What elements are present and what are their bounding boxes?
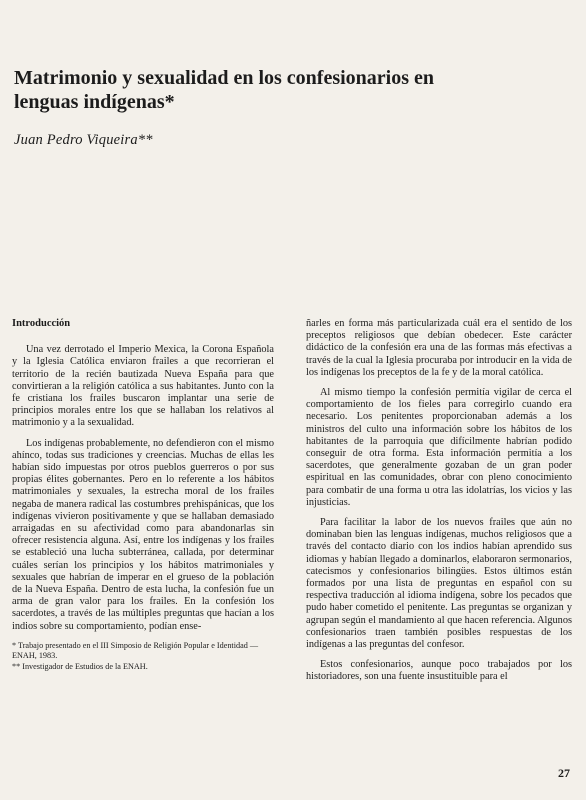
paragraph: Una vez derrotado el Imperio Mexica, la Corona Española y la Iglesia Católica enviaron frailes a que recorrieran el territorio de la recién bautizada Nueva España para que convirtieran a la religión católica a sus habitantes. Junto con la fe cristiana los frailes buscaron implantar una serie de principios morales entre los que se hallaban los relativos al matrimonio y a la sexualidad.: [12, 344, 274, 429]
paragraph: Los indígenas probablemente, no defendieron con el mismo ahínco, todas sus tradiciones y creencias. Muchas de ellas les habían sido impuestas por otros pueblos guerreros o por sus propias élites gobernantes. Pero en lo referente a los hábitos matrimoniales y sexuales, la estrecha moral de los frailes negaba de manera radical las costumbres prehispánicas, que los indígenas vivieron positivamente y que se hallaban demasiado arraigadas en su afectividad como para abandonarlas sin ofrecer resistencia alguna. Así, entre los indígenas y los frailes se estableció una lucha subterránea, callada, por determinar cuáles serían los principios y los hábitos matrimoniales y sexuales que habrían de imperar en el grueso de la población de la Nueva España. Dentro de esta lucha, la confesión fue un arma de gran valor para los frailes. En la confesión los sacerdotes, a través de las múltiples preguntas que hacían a los indios sobre su comportamiento, podían ense-: [12, 437, 274, 632]
section-heading: Introducción: [12, 318, 71, 329]
article-title: Matrimonio y sexualidad en los confesionarios en lenguas indígenas*: [14, 67, 435, 113]
page-number: 27: [558, 766, 570, 780]
footnote: * Trabajo presentado en el III Simposio de Religión Popular e Identidad — ENAH, 1983.: [12, 641, 259, 660]
paragraph: ñarles en forma más particularizada cuál era el sentido de los preceptos religiosos que debían obedecer. Este carácter didáctico de la confesión era una de las formas más efectivas a través de la cual la Iglesia procuraba por introducir en la vida de los indígenas los preceptos de la fe y de la moral católica.: [306, 318, 572, 378]
article-author: Juan Pedro Viqueira**: [14, 132, 153, 148]
paragraph: Estos confesionarios, aunque poco trabajados por los historiadores, son una fuente insustituible para el: [306, 659, 572, 683]
footnotes: [12, 641, 278, 673]
paragraph: Al mismo tiempo la confesión permitía vigilar de cerca el comportamiento de los fieles para corregirlo cuando era necesario. Los penitentes proporcionaban además a los ministros del culto una información sobre los hábitos de los habitantes de la parroquia que difícilmente habrían podido conseguir de otra forma. Esta información permitía a los sacerdotes, que generalmente gozaban de un gran poder espiritual en las comunidades, obrar con pleno conocimiento para combatir de una forma u otra las idolatrías, los vicios y las injusticias.: [306, 387, 572, 508]
right-column: [306, 318, 572, 692]
paragraph: Para facilitar la labor de los nuevos frailes que aún no dominaban bien las lenguas indígenas, muchos religiosos que a través del contacto diario con los indios habían aprendido sus idiomas y habían llegado a dominarlos, elaboraron sermonarios, catecismos y confesionarios bilingües. Estos últimos están formados por una lista de preguntas en español con su respectiva traducción al idioma indígena, sobre los pecados que pudo haber cometido el penitente. Las preguntas se organizan y agrupan según el mandamiento al que hacen referencia. Algunos confesionarios traen también posibles respuestas de los indígenas a las preguntas del confesor.: [306, 517, 572, 651]
left-column: [12, 318, 274, 641]
footnote: ** Investigador de Estudios de la ENAH.: [12, 662, 148, 671]
